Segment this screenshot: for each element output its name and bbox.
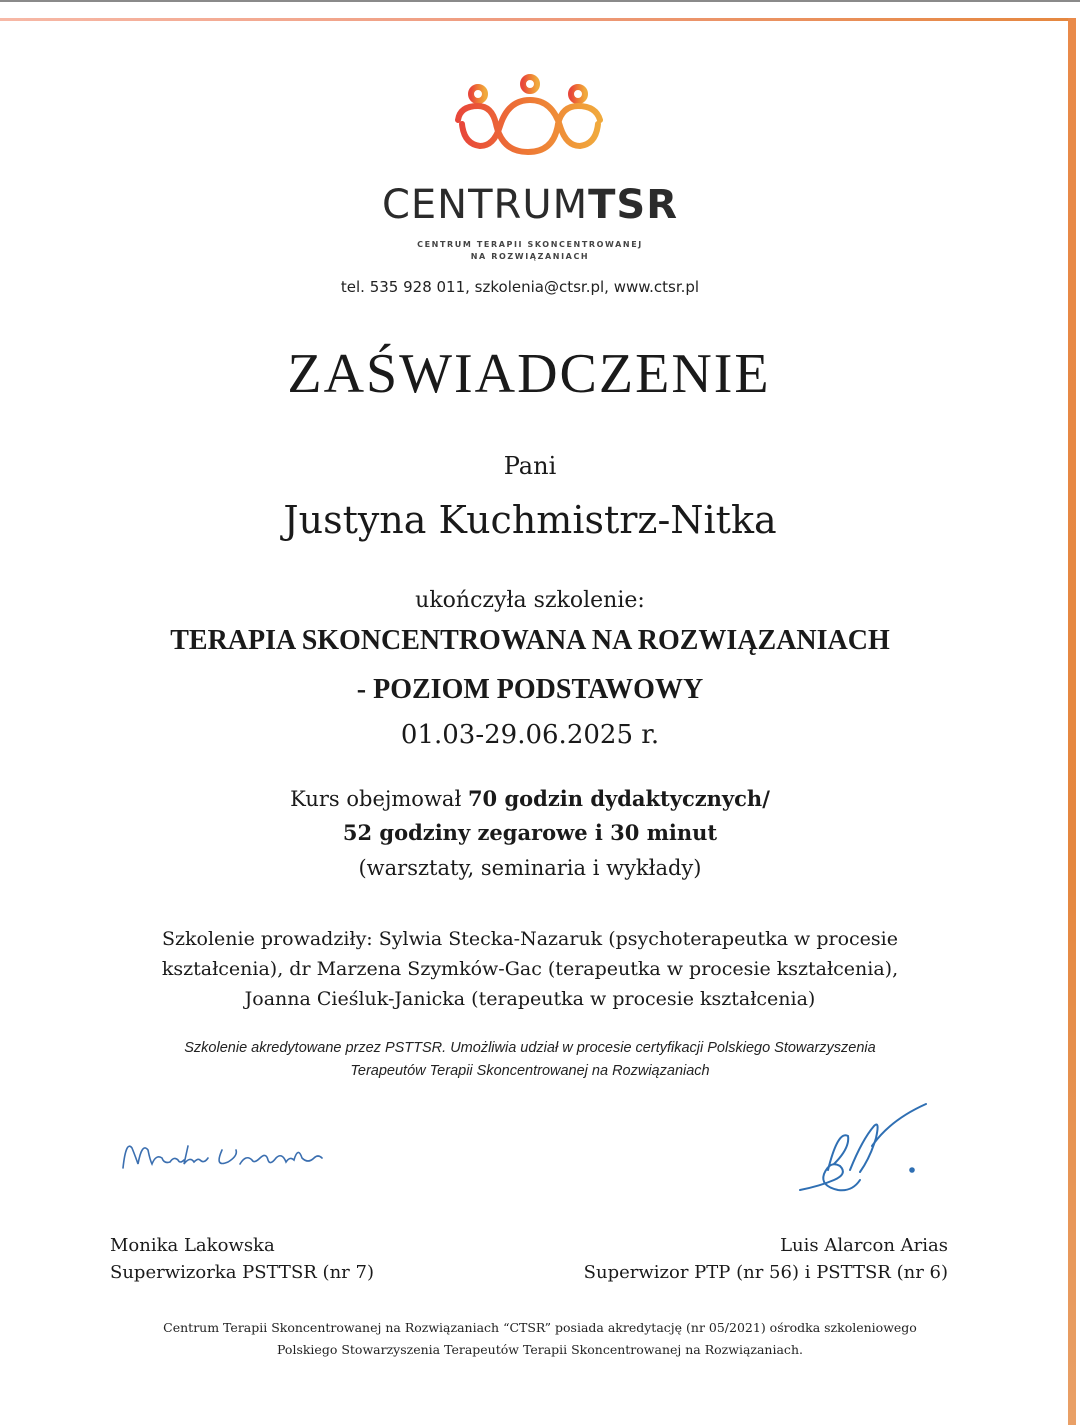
certificate-border-right <box>1068 18 1076 1425</box>
brand-wordmark <box>0 182 1060 228</box>
contact-line: tel. 535 928 011, szkolenia@ctsr.pl, www.ctsr.pl <box>340 278 700 296</box>
course-dates: 01.03-29.06.2025 r. <box>400 720 660 750</box>
hours-didactic: 70 godzin dydaktycznych/ <box>467 786 770 811</box>
accreditation-line1: Szkolenie akredytowane przez PSTTSR. Umożliwia udział w procesie certyfikacji Polskiego Stowarzyszenia <box>184 1040 876 1056</box>
trainers-line1: Szkolenie prowadziły: Sylwia Stecka-Nazaruk (psychoterapeutka w procesie <box>161 928 899 950</box>
brand-wordmark-light: CENTRUM <box>381 182 589 228</box>
hours-forms: (warsztaty, seminaria i wykłady) <box>358 856 702 880</box>
document-title: ZAŚWIADCZENIE <box>287 343 771 405</box>
brand-wordmark-bold: TSR <box>588 182 679 228</box>
trainers-line3: Joanna Cieśluk-Janicka (terapeutka w procesie kształcenia) <box>244 988 816 1010</box>
ctsr-logo-icon <box>450 72 610 167</box>
course-title-line2: - POZIOM PODSTAWOWY <box>356 674 704 705</box>
signature-right-image <box>790 1100 930 1200</box>
signatory-left-role: Superwizorka PSTTSR (nr 7) <box>110 1262 374 1283</box>
certificate-border-top <box>0 18 1072 21</box>
hours-clock: 52 godziny zegarowe i 30 minut <box>342 820 718 845</box>
signatory-left-name: Monika Lakowska <box>110 1235 275 1256</box>
footer-line1: Centrum Terapii Skoncentrowanej na Rozwiązaniach “CTSR” posiada akredytację (nr 05/2021) ośrodka szkoleniowego <box>163 1320 917 1335</box>
hours-line1 <box>0 786 1060 811</box>
salutation: Pani <box>503 452 557 480</box>
brand-subtitle-line1: CENTRUM TERAPII SKONCENTROWANEJ <box>417 240 643 249</box>
window-top-edge <box>0 0 1080 2</box>
signatory-right-name: Luis Alarcon Arias <box>780 1235 948 1256</box>
course-title-line1: TERAPIA SKONCENTROWANA NA ROZWIĄZANIACH <box>170 625 890 656</box>
trainers-block <box>0 924 1060 1014</box>
hours-prefix: Kurs obejmował <box>290 787 468 811</box>
signatory-right-role: Superwizor PTP (nr 56) i PSTTSR (nr 6) <box>583 1262 948 1283</box>
recipient-name: Justyna Kuchmistrz-Nitka <box>283 498 777 542</box>
accreditation-line2: Terapeutów Terapii Skoncentrowanej na Rozwiązaniach <box>350 1063 710 1079</box>
brand-subtitle-line2: NA ROZWIĄZANIACH <box>470 252 590 261</box>
trainers-line2: kształcenia), dr Marzena Szymków-Gac (terapeutka w procesie kształcenia), <box>161 958 899 980</box>
completed-label: ukończyła szkolenie: <box>415 588 645 613</box>
footer-line2: Polskiego Stowarzyszenia Terapeutów Terapii Skoncentrowanej na Rozwiązaniach. <box>277 1342 803 1357</box>
signature-left-image <box>118 1128 328 1178</box>
